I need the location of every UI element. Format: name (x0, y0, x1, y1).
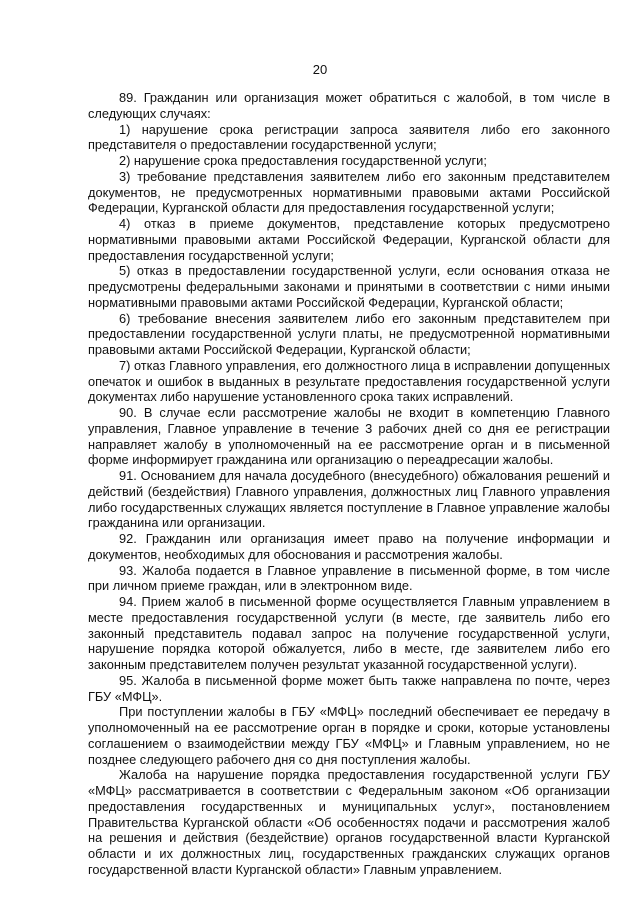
paragraph-mfc-receipt: При поступлении жалобы в ГБУ «МФЦ» последний обеспечивает ее передачу в уполномоченный на ее рассмотрение орган в порядке и сроки, которые установлены соглашением о взаимодействии между ГБУ «МФЦ» и Главным управлением, но не позднее следующего рабочего дня со дня поступления жалобы. (88, 704, 610, 767)
paragraph-95: 95. Жалоба в письменной форме может быть также направлена по почте, через ГБУ «МФЦ». (88, 672, 610, 704)
paragraph-mfc-complaint: Жалоба на нарушение порядка предоставления государственной услуги ГБУ «МФЦ» рассматривается в соответствии с Федеральным законом «Об организации предоставления государственных и муниципальных услуг», постановлением Правительства Курганской области «Об особенностях подачи и рассмотрения жалоб на решения и действия (бездействие) органов государственной власти Курганской области и их должностных лиц, государственных гражданских служащих органов государственной власти Курганской области» Главным управлением. (88, 767, 610, 877)
paragraph-90: 90. В случае если рассмотрение жалобы не входит в компетенцию Главного управления, Главное управление в течение 3 рабочих дней со дня ее регистрации направляет жалобу в уполномоченный на ее рассмотрение орган и в письменной форме информирует гражданина или организацию о переадресации жалобы. (88, 405, 610, 468)
paragraph-91: 91. Основанием для начала досудебного (внесудебного) обжалования решений и действий (бездействия) Главного управления, должностных лиц Главного управления либо государственных служащих является поступление в Главное управление жалобы гражданина или организации. (88, 468, 610, 531)
list-item-1: 1) нарушение срока регистрации запроса заявителя либо его законного представителя о предоставлении государственной услуги; (88, 121, 610, 153)
paragraph-94: 94. Прием жалоб в письменной форме осуществляется Главным управлением в месте предоставления государственной услуги (в месте, где заявитель либо его законный представитель подавал запрос на получение государственной услуги, нарушение порядка которой обжалуется, либо в месте, где заявителем либо его законным представителем получен результат указанной государственной услуги). (88, 594, 610, 672)
paragraph-89: 89. Гражданин или организация может обратиться с жалобой, в том числе в следующих случаях: (88, 90, 610, 121)
paragraph-93: 93. Жалоба подается в Главное управление в письменной форме, в том числе при личном приеме граждан, или в электронном виде. (88, 562, 610, 594)
list-item-2: 2) нарушение срока предоставления государственной услуги; (119, 153, 487, 168)
list-item-5: 5) отказ в предоставлении государственной услуги, если основания отказа не предусмотрены федеральными законами и принятыми в соответствии с ними иными нормативными правовыми актами Российской Федерации, Курганской области; (88, 263, 610, 310)
list-item-4: 4) отказ в приеме документов, представление которых предусмотрено нормативными правовыми актами Российской Федерации, Курганской области для предоставления государственной услуги; (88, 216, 610, 263)
list-item-3: 3) требование представления заявителем либо его законным представителем документов, не предусмотренных нормативными правовыми актами Российской Федерации, Курганской области для предоставления государственной услуги; (88, 168, 610, 216)
list-item-6: 6) требование внесения заявителем либо его законным представителем при предоставлении государственной услуги платы, не предусмотренной нормативными правовыми актами Российской Федерации, Курганской области; (88, 310, 610, 357)
page-number: 20 (312, 62, 328, 77)
list-item-7: 7) отказ Главного управления, его должностного лица в исправлении допущенных опечаток и ошибок в выданных в результате предоставления государственной услуги документах либо нарушение установленного срока таких исправлений. (88, 357, 610, 405)
document-body (88, 90, 610, 878)
paragraph-92: 92. Гражданин или организация имеет право на получение информации и документов, необходимых для обоснования и рассмотрения жалобы. (88, 531, 610, 562)
